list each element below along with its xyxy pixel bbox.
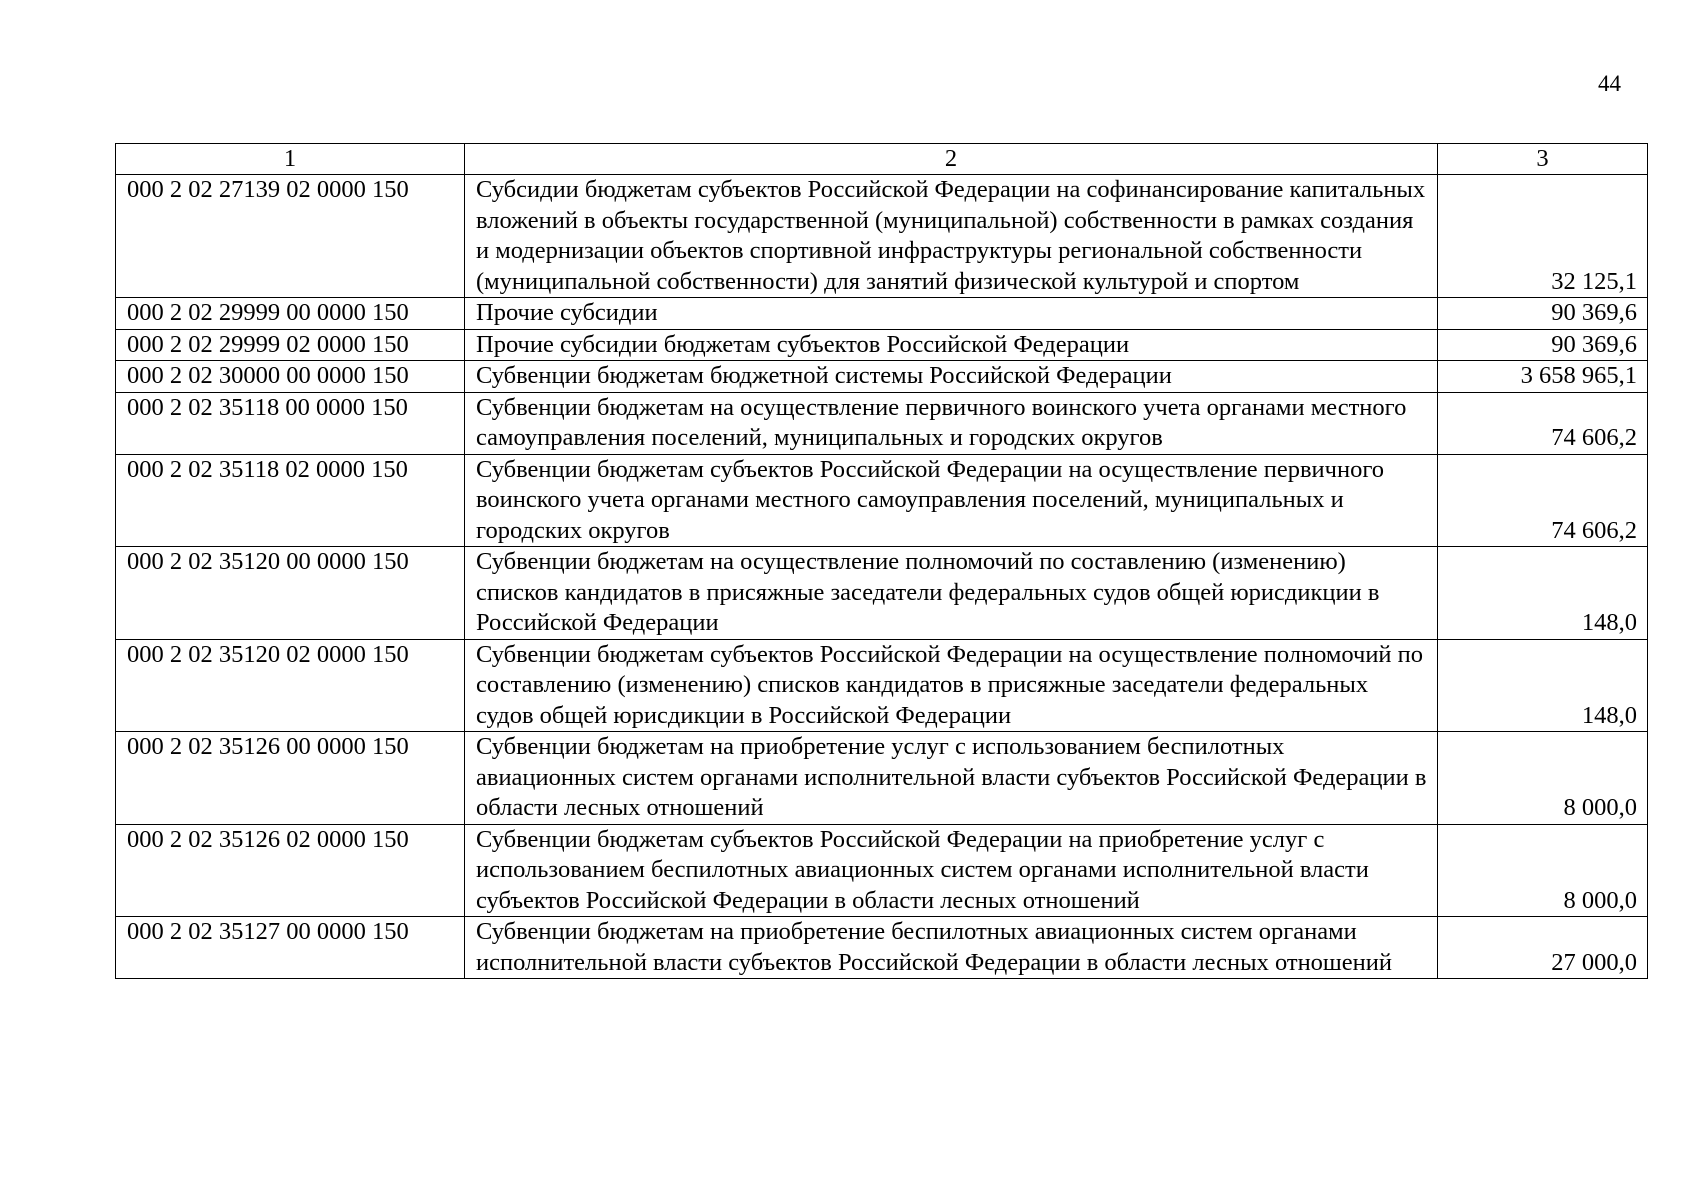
amount-cell: 3 658 965,1 (1438, 361, 1648, 393)
budget-code-cell: 000 2 02 35118 02 0000 150 (116, 454, 465, 547)
description-cell: Субвенции бюджетам на осуществление полномочий по составлению (изменению) списков кандидатов в присяжные заседатели федеральных судов общей юрисдикции в Российской Федерации (465, 547, 1438, 640)
amount-cell: 148,0 (1438, 547, 1648, 640)
amount-cell: 148,0 (1438, 639, 1648, 732)
budget-code-cell: 000 2 02 35120 02 0000 150 (116, 639, 465, 732)
page-number: 44 (1598, 71, 1621, 96)
amount-cell: 74 606,2 (1438, 392, 1648, 454)
budget-code-cell: 000 2 02 35118 00 0000 150 (116, 392, 465, 454)
amount-cell: 90 369,6 (1438, 329, 1648, 361)
description-cell: Субвенции бюджетам на осуществление первичного воинского учета органами местного самоуправления поселений, муниципальных и городских округов (465, 392, 1438, 454)
amount-cell: 27 000,0 (1438, 917, 1648, 979)
description-cell: Субсидии бюджетам субъектов Российской Федерации на софинансирование капитальных вложений в объекты государственной (муниципальной) собственности в рамках создания и модернизации объектов спортивной инфраструктуры региональной собственности (муниципальной собственности) для занятий физической культурой и спортом (465, 175, 1438, 298)
budget-code-cell: 000 2 02 35127 00 0000 150 (116, 917, 465, 979)
budget-code-cell: 000 2 02 27139 02 0000 150 (116, 175, 465, 298)
budget-code-cell: 000 2 02 35126 02 0000 150 (116, 824, 465, 917)
table-row (116, 329, 1648, 361)
description-cell: Субвенции бюджетам на приобретение услуг с использованием беспилотных авиационных систем органами исполнительной власти субъектов Российской Федерации в области лесных отношений (465, 732, 1438, 825)
budget-code-cell: 000 2 02 30000 00 0000 150 (116, 361, 465, 393)
amount-cell: 90 369,6 (1438, 298, 1648, 330)
table-row (116, 639, 1648, 732)
description-cell: Субвенции бюджетам субъектов Российской Федерации на осуществление первичного воинского учета органами местного самоуправления поселений, муниципальных и городских округов (465, 454, 1438, 547)
table-row (116, 454, 1648, 547)
table-row (116, 547, 1648, 640)
budget-code-cell: 000 2 02 35120 00 0000 150 (116, 547, 465, 640)
column-header-description: 2 (465, 144, 1438, 175)
description-cell: Субвенции бюджетам бюджетной системы Российской Федерации (465, 361, 1438, 393)
description-cell: Субвенции бюджетам субъектов Российской Федерации на осуществление полномочий по составлению (изменению) списков кандидатов в присяжные заседатели федеральных судов общей юрисдикции в Российской Федерации (465, 639, 1438, 732)
budget-code-cell: 000 2 02 35126 00 0000 150 (116, 732, 465, 825)
description-cell: Субвенции бюджетам субъектов Российской Федерации на приобретение услуг с использованием беспилотных авиационных систем органами исполнительной власти субъектов Российской Федерации в области лесных отношений (465, 824, 1438, 917)
table-row (116, 824, 1648, 917)
budget-table (115, 143, 1648, 979)
amount-cell: 8 000,0 (1438, 824, 1648, 917)
column-header-amount: 3 (1438, 144, 1648, 175)
table-row (116, 175, 1648, 298)
table-row (116, 361, 1648, 393)
column-header-code: 1 (116, 144, 465, 175)
amount-cell: 8 000,0 (1438, 732, 1648, 825)
amount-cell: 32 125,1 (1438, 175, 1648, 298)
description-cell: Прочие субсидии (465, 298, 1438, 330)
budget-code-cell: 000 2 02 29999 00 0000 150 (116, 298, 465, 330)
description-cell: Субвенции бюджетам на приобретение беспилотных авиационных систем органами исполнительной власти субъектов Российской Федерации в области лесных отношений (465, 917, 1438, 979)
table-row (116, 917, 1648, 979)
table-header-row (116, 144, 1648, 175)
table-row (116, 732, 1648, 825)
description-cell: Прочие субсидии бюджетам субъектов Российской Федерации (465, 329, 1438, 361)
table-row (116, 392, 1648, 454)
budget-code-cell: 000 2 02 29999 02 0000 150 (116, 329, 465, 361)
table-row (116, 298, 1648, 330)
amount-cell: 74 606,2 (1438, 454, 1648, 547)
